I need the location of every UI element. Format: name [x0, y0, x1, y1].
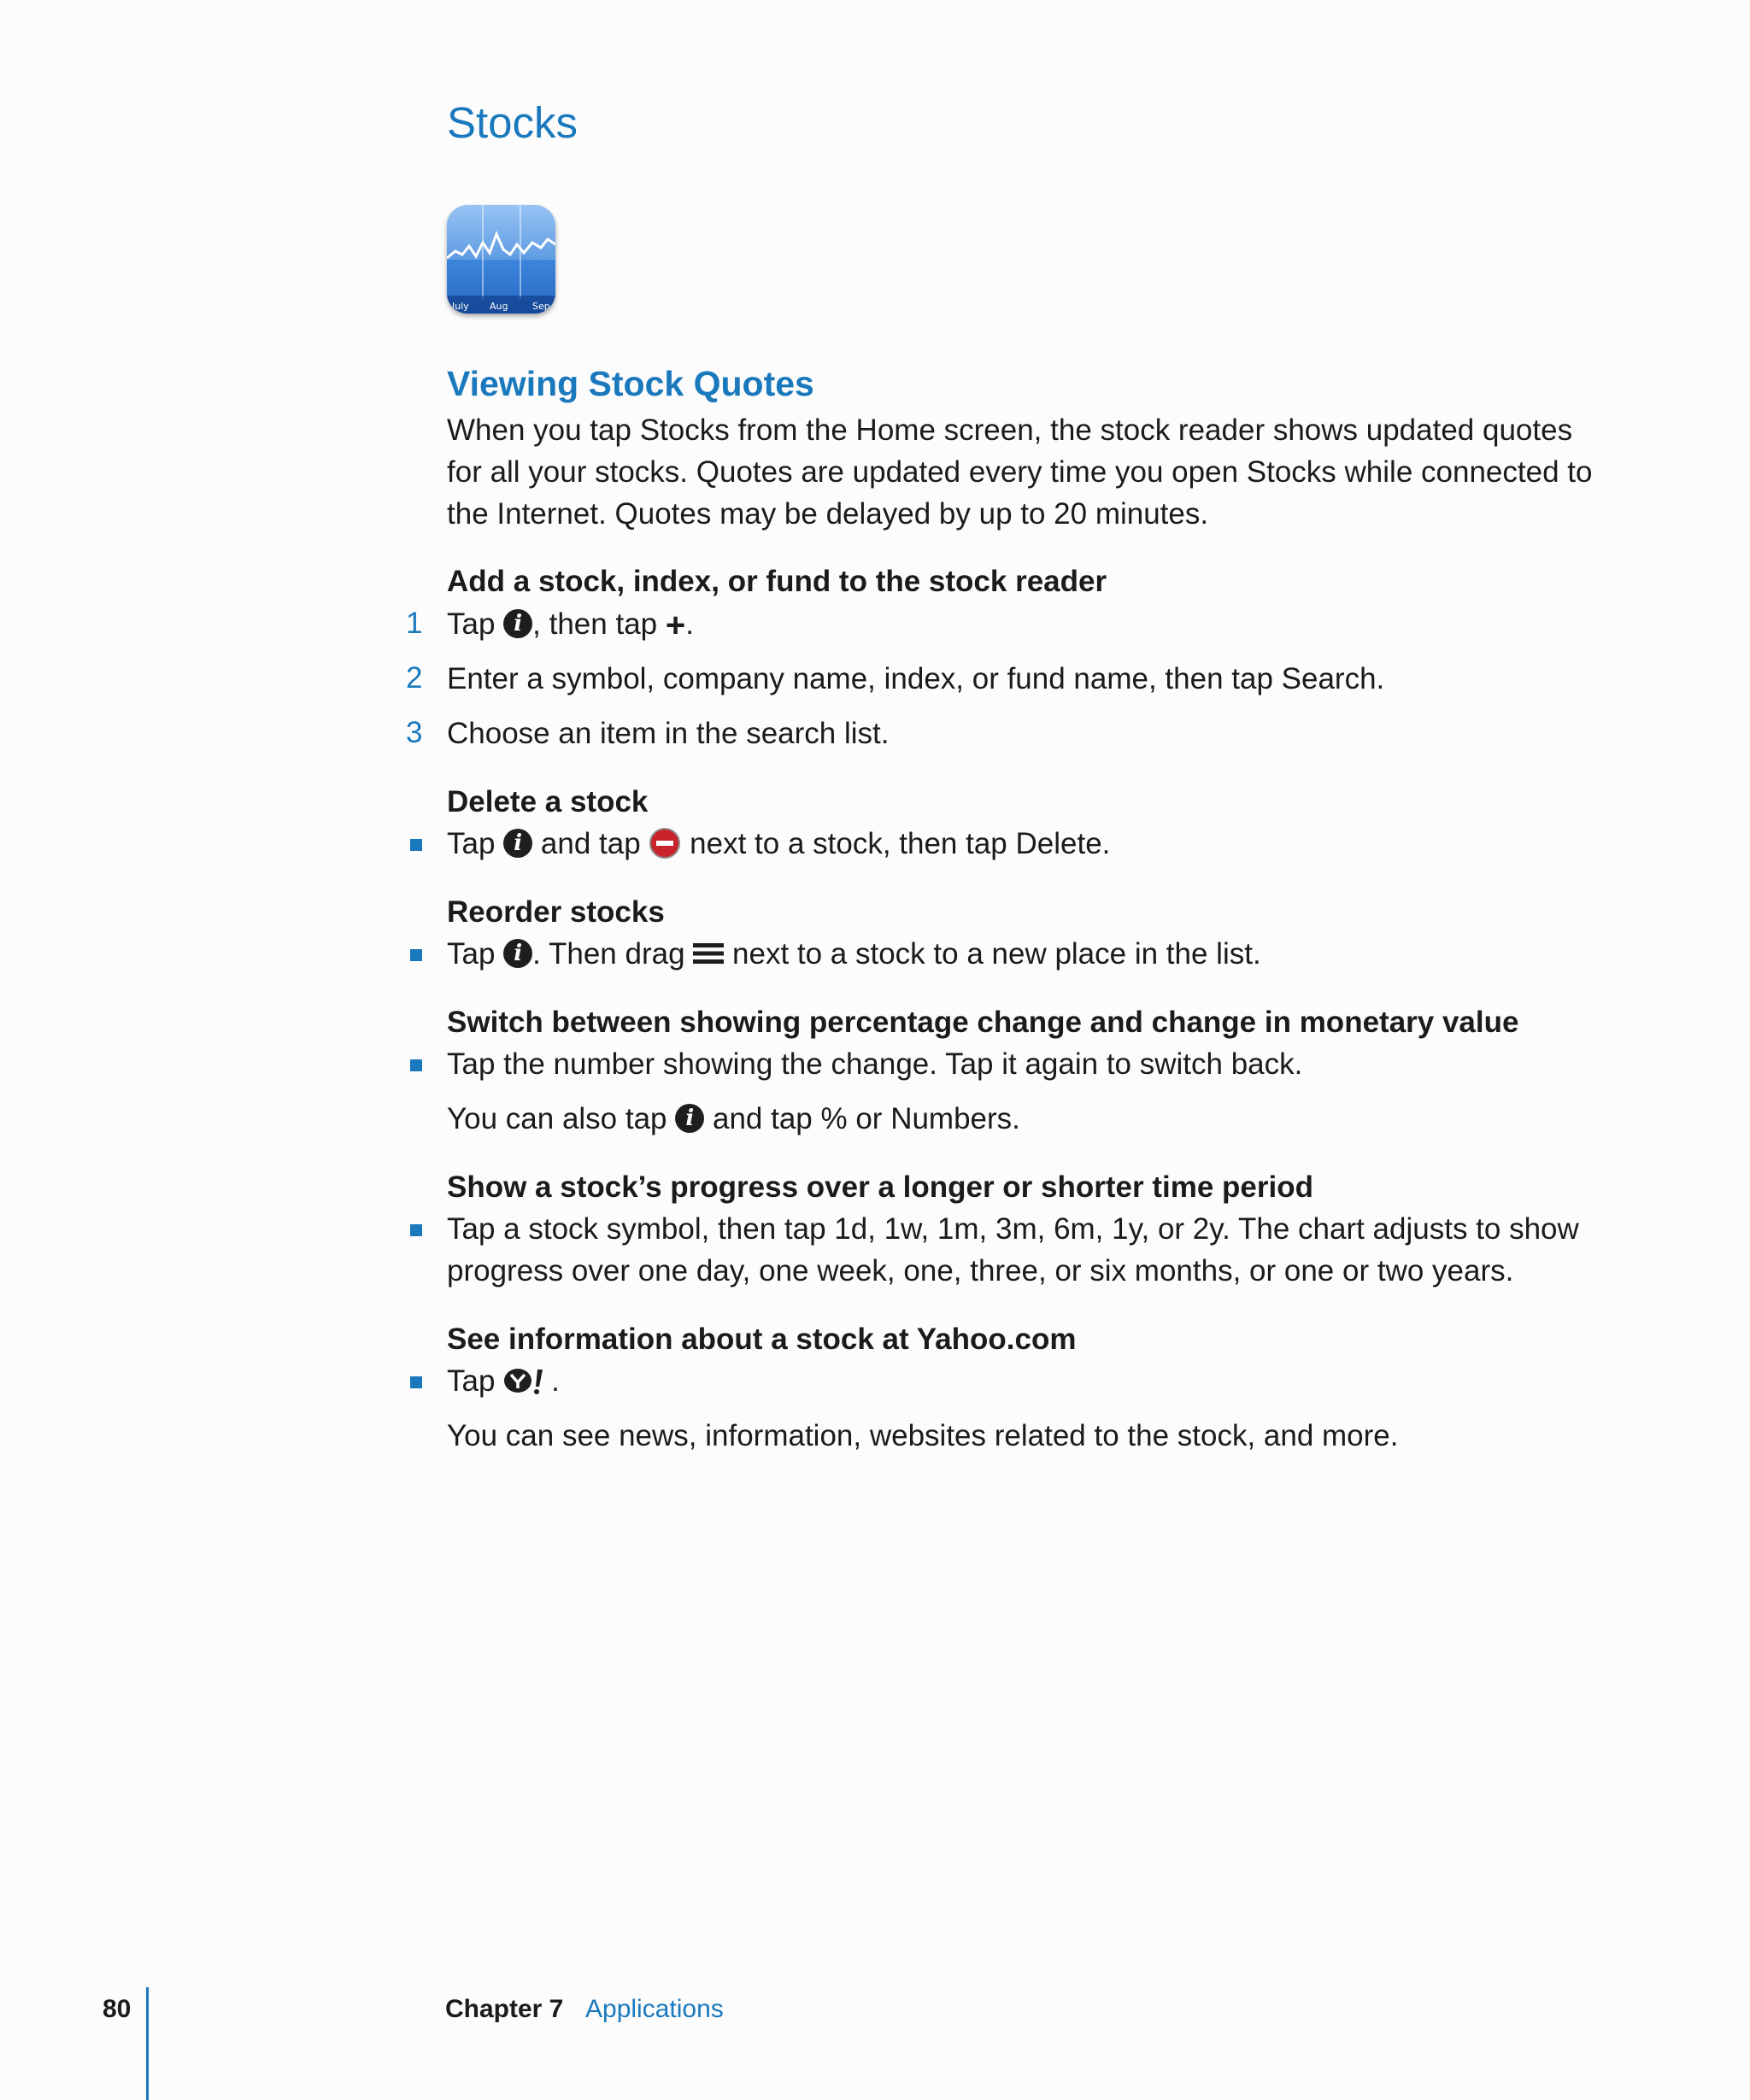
step-1-text: Tap i , then tap +. [447, 606, 694, 644]
yahoo-note: You can see news, information, websites related to the stock, and more. [447, 1419, 1399, 1452]
bullet-marker [410, 839, 422, 851]
section-heading: Viewing Stock Quotes [447, 364, 814, 403]
yahoo-heading: See information about a stock at Yahoo.com [447, 1323, 1077, 1356]
yahoo-bullet-text: Tap . [447, 1364, 560, 1398]
delete-bullet-text: Tap i and tap next to a stock, then tap Delete. [447, 827, 1111, 860]
chapter-label: Chapter 7 [445, 1995, 564, 2023]
reorder-stocks-heading: Reorder stocks [447, 895, 665, 929]
page-number: 80 [103, 1995, 132, 2023]
step-number: 3 [406, 716, 423, 749]
step-3-text: Choose an item in the search list. [447, 717, 890, 750]
chapter-name: Applications [585, 1995, 724, 2023]
switch-change-heading: Switch between showing percentage change and change in monetary value [447, 1006, 1519, 1039]
bullet-marker [410, 949, 422, 961]
switch-bullet-text: Tap the number showing the change. Tap it again to switch back. [447, 1047, 1303, 1081]
switch-note: You can also tap i and tap % or Numbers. [447, 1102, 1020, 1135]
bullet-marker [410, 1059, 422, 1071]
add-stock-heading: Add a stock, index, or fund to the stock reader [447, 565, 1107, 598]
footer-rule [146, 1987, 149, 2100]
yahoo-icon [503, 1366, 551, 1395]
page-title: Stocks [447, 98, 578, 147]
stocks-app-icon [447, 205, 555, 314]
plus-icon: + [665, 606, 686, 644]
svg-text:Sep: Sep [532, 301, 550, 312]
info-icon: i [503, 609, 532, 638]
progress-heading: Show a stock’s progress over a longer or shorter time period [447, 1170, 1313, 1204]
progress-bullet-text: Tap a stock symbol, then tap 1d, 1w, 1m, 3m, 6m, 1y, or 2y. The chart adjusts to show progress over one day, one week, one, three, or six months, or one or two years. [447, 1212, 1579, 1288]
info-icon: i [675, 1104, 704, 1133]
intro-paragraph: When you tap Stocks from the Home screen, the stock reader shows updated quotes for all your stocks. Quotes are updated every time you open Stocks while connected to the Internet. Quotes may be delayed by up to 20 minutes. [447, 414, 1593, 531]
bullet-marker [410, 1376, 422, 1388]
bullet-marker [410, 1224, 422, 1236]
step-2-text: Enter a symbol, company name, index, or fund name, then tap Search. [447, 662, 1385, 695]
delete-minus-icon [649, 827, 681, 859]
info-icon: i [503, 829, 532, 858]
step-number: 1 [406, 607, 423, 640]
delete-stock-heading: Delete a stock [447, 785, 649, 818]
drag-handle-icon [693, 941, 724, 966]
svg-text:Aug: Aug [490, 301, 508, 312]
info-icon: i [503, 939, 532, 968]
svg-text:July: July [452, 301, 469, 312]
reorder-bullet-text: Tap i . Then drag next to a stock to a new place in the list. [447, 937, 1261, 971]
step-number: 2 [406, 661, 423, 695]
